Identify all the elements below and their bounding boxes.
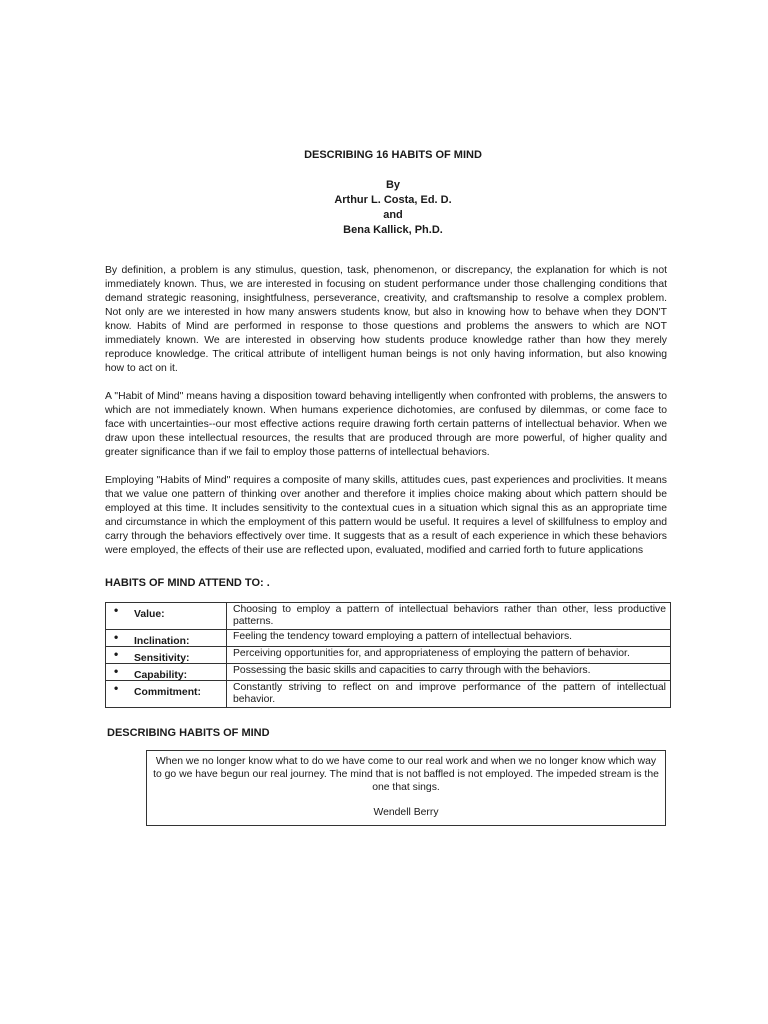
document-page xyxy=(105,148,667,826)
document-title: DESCRIBING 16 HABITS OF MIND xyxy=(304,149,482,161)
paragraph-definition: By definition, a problem is any stimulus, question, task, phenomenon, or discrepancy, the explanation for which is not immediately known. Thus, we are interested in focusing on student performance under those challenging conditions that demand strategic reasoning, insightfulness, perseverance, creativity, and craftsmanship to resolve a complex problem. Not only are we interested in how many answers students know, but also in knowing how to behave when they DON'T know. Habits of Mind are performed in response to those questions and problems the answers to which are NOT immediately known. We are interested in observing how students produce knowledge rather than how they merely reproduce knowledge. The critical attribute of intelligent human beings is not only having information, but also knowing how to act on it. xyxy=(105,265,667,374)
table-row xyxy=(106,630,671,647)
habit-label-cell xyxy=(106,603,227,630)
attend-heading: HABITS OF MIND ATTEND TO: . xyxy=(105,577,270,589)
habit-label-cell xyxy=(106,664,227,681)
habit-label-cell xyxy=(106,630,227,647)
bullet-icon: • xyxy=(114,664,119,678)
habit-description: Constantly striving to reflect on and improve performance of the pattern of intellectual behavior. xyxy=(227,681,671,708)
bullet-icon: • xyxy=(114,647,119,661)
title-block xyxy=(105,148,667,238)
table-row xyxy=(106,664,671,681)
habit-description: Possessing the basic skills and capacities to carry through with the behaviors. xyxy=(227,664,671,681)
table-row xyxy=(106,603,671,630)
habit-label-cell xyxy=(106,681,227,708)
describing-heading: DESCRIBING HABITS OF MIND xyxy=(107,727,270,739)
table-row xyxy=(106,647,671,664)
paragraph-employing: Employing "Habits of Mind" requires a composite of many skills, attitudes cues, past experiences and proclivities. It means that we value one pattern of thinking over another and therefore it implies choice making about which pattern should be employed at this time. It includes sensitivity to the contextual cues in a situation which signal this as an appropriate time and circumstance in which the employment of this pattern would be useful. It requires a level of skillfulness to employ and carry through the behaviors effectively over time. It suggests that as a result of each experience in which these behaviors were employed, the effects of their use are reflected upon, evaluated, modified and carried forth to future applications xyxy=(105,475,667,556)
byline-and: and xyxy=(383,209,403,221)
byline-author-2: Bena Kallick, Ph.D. xyxy=(343,224,443,236)
habit-label: Commitment: xyxy=(134,687,201,698)
bullet-icon: • xyxy=(114,603,119,617)
habit-label: Value: xyxy=(134,609,165,620)
bullet-icon: • xyxy=(114,630,119,644)
bullet-icon: • xyxy=(114,681,119,695)
habits-table xyxy=(105,602,671,708)
habit-label: Capability: xyxy=(134,670,188,681)
habit-description: Perceiving opportunities for, and appropriateness of employing the pattern of behavior. xyxy=(227,647,671,664)
habit-label: Sensitivity: xyxy=(134,653,190,664)
quote-author: Wendell Berry xyxy=(373,807,439,818)
byline-by: By xyxy=(385,179,401,191)
byline-author-1: Arthur L. Costa, Ed. D. xyxy=(334,194,452,206)
habit-description: Choosing to employ a pattern of intellectual behaviors rather than other, less productive patterns. xyxy=(227,603,671,630)
quote-box xyxy=(146,750,666,826)
byline xyxy=(105,178,667,238)
quote-text: When we no longer know what to do we have come to our real work and when we no longer know which way to go we have begun our real journey. The mind that is not baffled is not employed. The impeded stream is the one that sings. xyxy=(153,756,659,793)
table-row xyxy=(106,681,671,708)
habit-label: Inclination: xyxy=(134,636,190,647)
habit-description: Feeling the tendency toward employing a pattern of intellectual behaviors. xyxy=(227,630,671,647)
habit-label-cell xyxy=(106,647,227,664)
paragraph-habit-of-mind: A "Habit of Mind" means having a disposition toward behaving intelligently when confronted with problems, the answers to which are not immediately known. When humans experience dichotomies, are confused by dilemmas, or come face to face with uncertainties--our most effective actions require drawing forth certain patterns of intellectual behavior. When we draw upon these intellectual resources, the results that are produced through are more powerful, of higher quality and greater significance than if we fail to employ those patterns of intellectual behaviors. xyxy=(105,391,667,458)
